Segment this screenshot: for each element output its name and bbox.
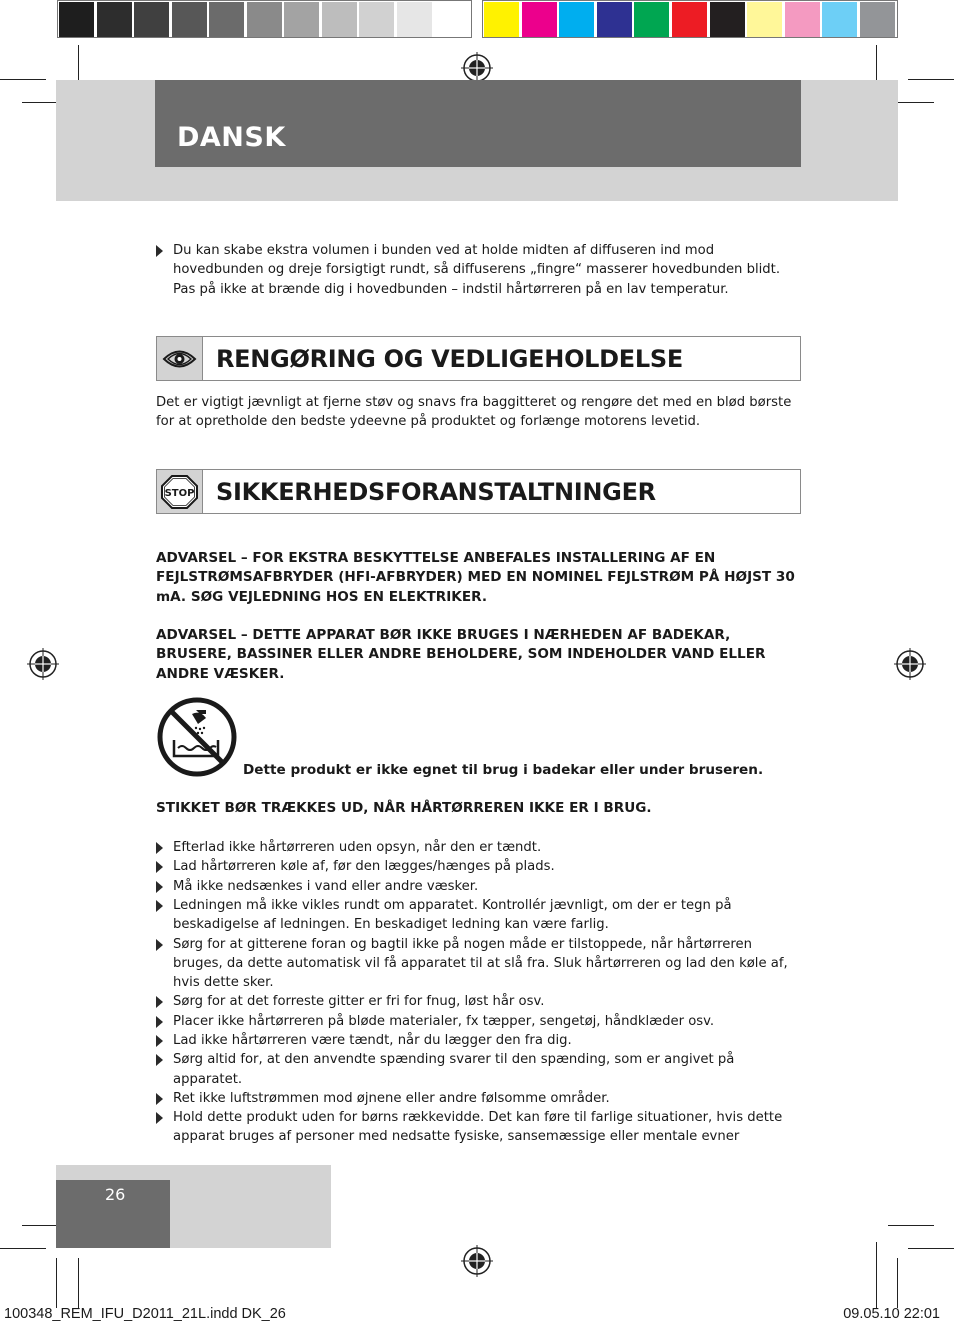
safety-bullet-item xyxy=(156,1108,804,1147)
safety-bullet-item xyxy=(156,877,804,896)
crop-mark xyxy=(888,1225,934,1226)
crop-mark xyxy=(56,1258,57,1308)
safety-bullet-text: Sørg for at det forreste gitter er fri for fnug, løst hår osv. xyxy=(173,994,545,1010)
safety-section-header xyxy=(156,469,801,514)
bullet-arrow-icon xyxy=(156,900,163,912)
crop-mark xyxy=(908,1248,954,1249)
bullet-arrow-icon xyxy=(156,1054,163,1066)
safety-bullet-text: Ledningen må ikke vikles rundt om apparatet. Kontrollér jævnligt, om der er tegn på beskadigelse af ledningen. En beskadiget ledning kan være farlig. xyxy=(173,897,732,933)
stop-sign-icon xyxy=(157,470,202,513)
bullet-arrow-icon xyxy=(156,939,163,951)
gray-bar-frame xyxy=(57,0,472,38)
safety-bullet-item xyxy=(156,896,804,935)
intro-bullet xyxy=(156,241,804,299)
safety-bullet-item xyxy=(156,1031,804,1050)
safety-bullet-item xyxy=(156,1089,804,1108)
crop-mark xyxy=(876,1242,877,1308)
bullet-arrow-icon xyxy=(156,245,163,257)
eye-icon xyxy=(157,337,202,380)
crop-mark xyxy=(0,1248,46,1249)
intro-bullet-text: Du kan skabe ekstra volumen i bunden ved at holde midten af diffuseren ind mod hovedbunden og dreje forsigtigt rundt, så diffuserens „fingre“ masserer hovedbunden blidt. Pas på ikke at brænde dig i hovedbunden – indstil hårtørreren på en lav temperatur. xyxy=(173,243,781,297)
bullet-arrow-icon xyxy=(156,861,163,873)
warning-rcd: ADVARSEL – FOR EKSTRA BESKYTTELSE ANBEFALES INSTALLERING AF EN FEJLSTRØMSAFBRYDER (HFI-AFBRYDER) MED EN NOMINEL FEJLSTRØM PÅ HØJST 30 mA. SØG VEJLEDNING HOS EN ELEKTRIKER. xyxy=(156,550,795,605)
safety-bullet-item xyxy=(156,838,804,857)
safety-bullet-text: Efterlad ikke hårtørreren uden opsyn, når den er tændt. xyxy=(173,840,542,855)
registration-mark-icon xyxy=(894,648,926,680)
registration-mark-icon xyxy=(461,1245,493,1277)
registration-mark-icon xyxy=(27,648,59,680)
bullet-arrow-icon xyxy=(156,842,163,854)
safety-bullet-item xyxy=(156,857,804,876)
crop-mark xyxy=(908,79,954,80)
warning-water: ADVARSEL – DETTE APPARAT BØR IKKE BRUGES I NÆRHEDEN AF BADEKAR, BRUSERE, BASSINER ELLER ANDRE BEHOLDERE, SOM INDEHOLDER VAND ELLER ANDRE VÆSKER. xyxy=(156,627,766,682)
safety-bullet-text: Må ikke nedsænkes i vand eller andre væsker. xyxy=(173,878,479,894)
bath-caption: Dette produkt er ikke egnet til brug i badekar eller under bruseren. xyxy=(243,762,764,778)
safety-bullet-item xyxy=(156,935,804,993)
safety-bullet-text: Placer ikke hårtørreren på bløde materialer, fx tæpper, sengetøj, håndklæder osv. xyxy=(173,1013,715,1029)
cleaning-icon-cell xyxy=(157,337,203,380)
safety-bullet-text: Ret ikke luftstrømmen mod øjnene eller andre følsomme områder. xyxy=(173,1090,610,1106)
page-number: 26 xyxy=(105,1185,126,1204)
crop-mark xyxy=(78,1258,79,1308)
bullet-arrow-icon xyxy=(156,1035,163,1047)
safety-bullet-item xyxy=(156,1012,804,1031)
safety-bullet-text: Sørg for at gitterene foran og bagtil ikke på nogen måde er tilstoppede, når hårtørreren bruges, da dette automatisk vil få apparatet til at slå fra. Sluk hårtørreren og lad den køle af, hvis dette sker. xyxy=(173,936,788,991)
safety-bullet-item xyxy=(156,992,804,1011)
slug-date: 09.05.10 22:01 xyxy=(843,1306,940,1322)
color-bar-frame xyxy=(482,0,898,38)
bullet-arrow-icon xyxy=(156,1093,163,1105)
cleaning-section-header xyxy=(156,336,801,381)
cleaning-section-title: RENGØRING OG VEDLIGEHOLDELSE xyxy=(216,345,683,373)
bullet-arrow-icon xyxy=(156,996,163,1008)
crop-mark xyxy=(897,1258,898,1308)
crop-mark xyxy=(0,79,46,80)
bullet-arrow-icon xyxy=(156,881,163,893)
bullet-arrow-icon xyxy=(156,1016,163,1028)
no-bath-icon xyxy=(156,696,238,778)
safety-bullet-item xyxy=(156,1050,804,1089)
slug-filename: 100348_REM_IFU_D2011_21L.indd DK_26 xyxy=(4,1306,286,1322)
page-title: DANSK xyxy=(177,122,286,153)
safety-bullet-text: Lad ikke hårtørreren være tændt, når du lægger den fra dig. xyxy=(173,1033,572,1048)
safety-bullet-text: Sørg altid for, at den anvendte spænding svarer til den spænding, som er angivet på apparatet. xyxy=(173,1052,735,1087)
stop-label: STOP xyxy=(164,488,195,499)
safety-icon-cell xyxy=(157,470,203,513)
cleaning-text: Det er vigtigt jævnligt at fjerne støv og snavs fra baggitteret og rengøre det med en blød børste for at opretholde den bedste ydeevne på produktet og forlænge motorens levetid. xyxy=(156,395,792,430)
safety-bullet-text: Lad hårtørreren køle af, før den lægges/hænges på plads. xyxy=(173,859,555,875)
unplug-warning: STIKKET BØR TRÆKKES UD, NÅR HÅRTØRREREN IKKE ER I BRUG. xyxy=(156,800,652,816)
safety-section-title: SIKKERHEDSFORANSTALTNINGER xyxy=(216,478,656,506)
bullet-arrow-icon xyxy=(156,1112,163,1124)
safety-bullet-text: Hold dette produkt uden for børns rækkevidde. Det kan føre til farlige situationer, hvis dette apparat bruges af personer med nedsatte fysiske, sansemæssige eller mentale evner xyxy=(173,1110,783,1145)
